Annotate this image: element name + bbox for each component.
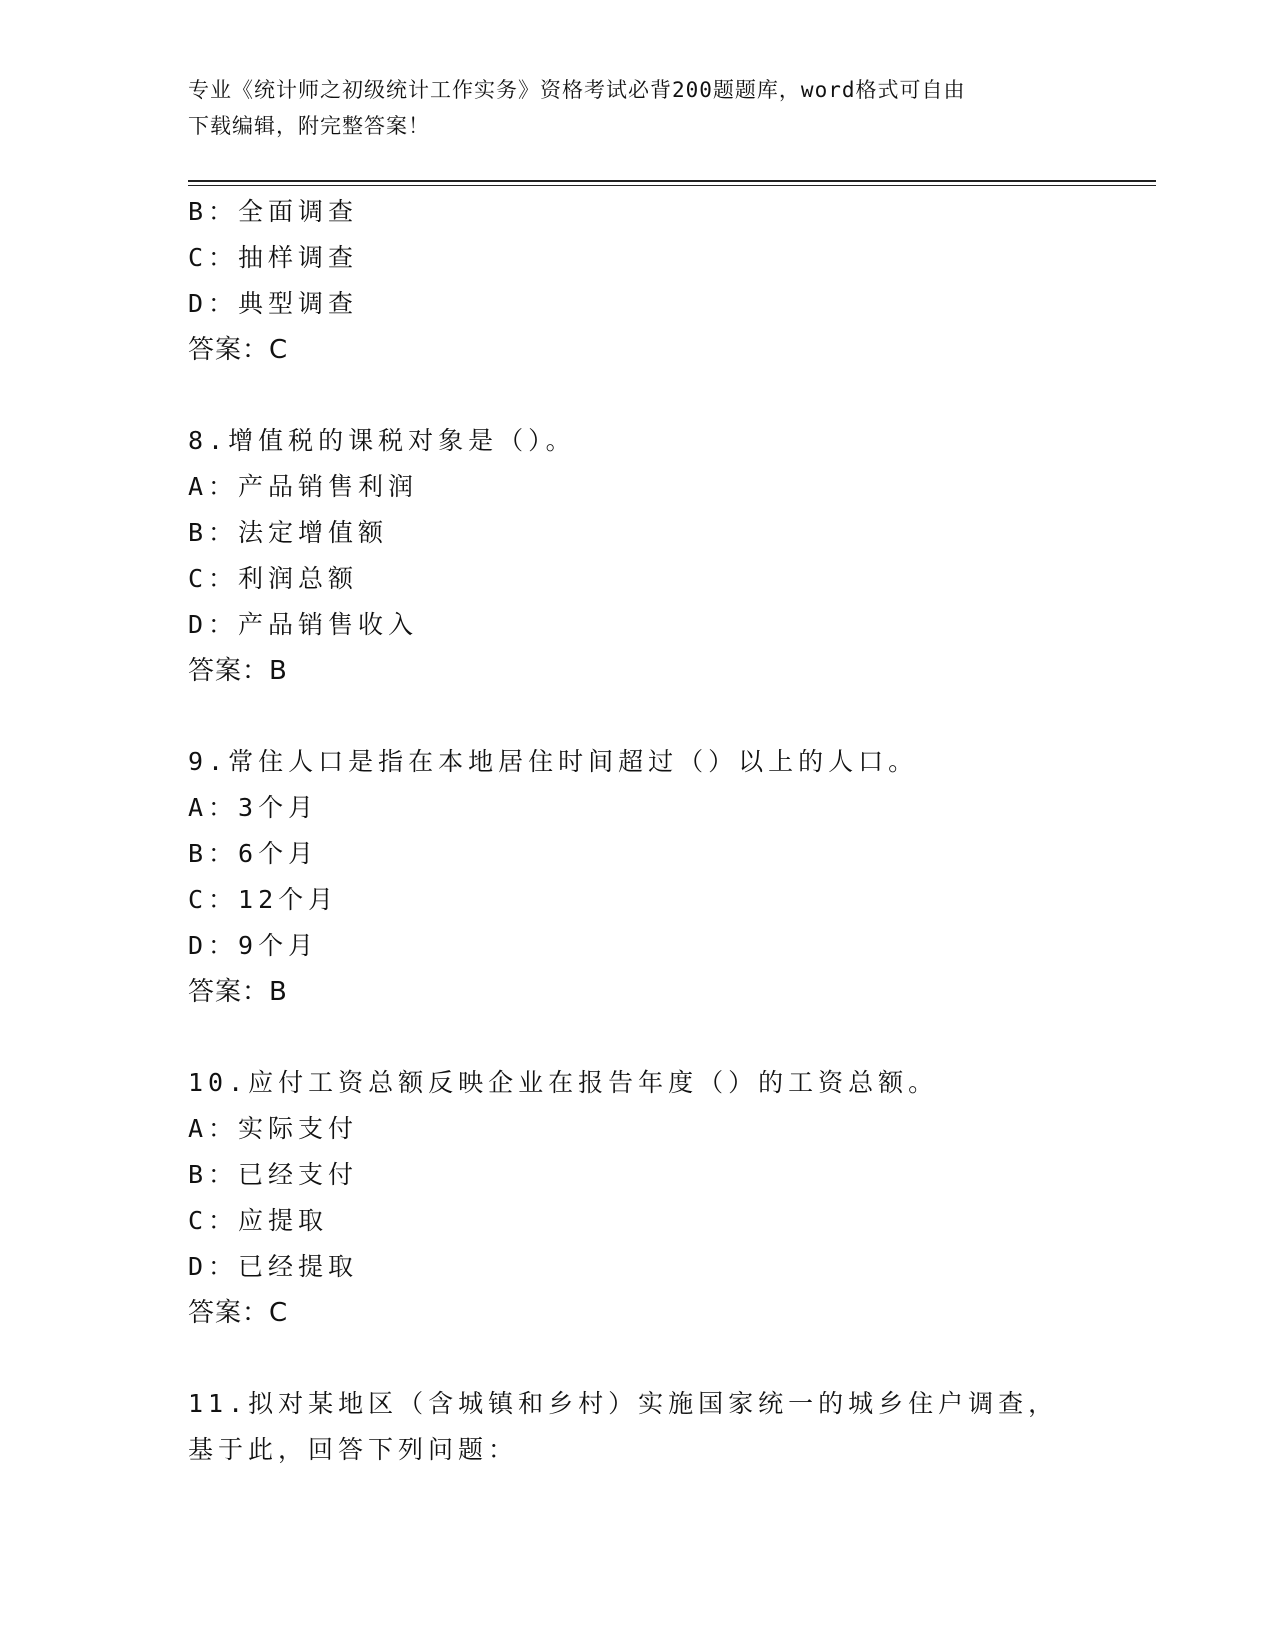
option-d: D：典型调查 xyxy=(188,289,359,318)
answer-line: 答案：B xyxy=(188,656,288,686)
spacer xyxy=(188,694,1108,739)
question-11 xyxy=(188,1381,1108,1473)
spacer xyxy=(188,1336,1108,1381)
option-a: A：产品销售利润 xyxy=(188,472,419,501)
option-c: C：抽样调查 xyxy=(188,243,359,272)
option-c: C：12个月 xyxy=(188,885,339,914)
question-fragment xyxy=(188,189,1108,373)
option-a: A：实际支付 xyxy=(188,1114,359,1143)
question-text: 11.拟对某地区（含城镇和乡村）实施国家统一的城乡住户调查，基于此，回答下列问题： xyxy=(188,1389,1059,1464)
option-a: A：3个月 xyxy=(188,793,319,822)
header-rule-thick xyxy=(188,180,1156,182)
spacer xyxy=(188,373,1108,418)
option-b: B：法定增值额 xyxy=(188,518,389,547)
option-d: D：产品销售收入 xyxy=(188,610,419,639)
question-text: 10.应付工资总额反映企业在报告年度（）的工资总额。 xyxy=(188,1068,939,1097)
question-8 xyxy=(188,418,1108,694)
option-c: C：利润总额 xyxy=(188,564,359,593)
question-content xyxy=(188,189,1108,1473)
answer-line: 答案：C xyxy=(188,1298,289,1328)
option-b: B：已经支付 xyxy=(188,1160,359,1189)
option-d: D：已经提取 xyxy=(188,1252,359,1281)
question-9 xyxy=(188,739,1108,1015)
answer-line: 答案：B xyxy=(188,977,288,1007)
question-text: 9.常住人口是指在本地居住时间超过（）以上的人口。 xyxy=(188,747,919,776)
option-d: D：9个月 xyxy=(188,931,319,960)
option-b: B：6个月 xyxy=(188,839,319,868)
document-header xyxy=(188,72,1068,144)
spacer xyxy=(188,1015,1108,1060)
option-c: C：应提取 xyxy=(188,1206,329,1235)
header-line-1: 专业《统计师之初级统计工作实务》资格考试必背200题题库，word格式可自由 xyxy=(188,78,966,102)
option-b: B：全面调查 xyxy=(188,197,359,226)
header-line-2: 下载编辑，附完整答案！ xyxy=(188,114,430,138)
answer-line: 答案：C xyxy=(188,335,289,365)
question-text: 8.增值税的课税对象是（）。 xyxy=(188,426,576,455)
header-rule-thin xyxy=(188,185,1156,186)
question-10 xyxy=(188,1060,1108,1336)
